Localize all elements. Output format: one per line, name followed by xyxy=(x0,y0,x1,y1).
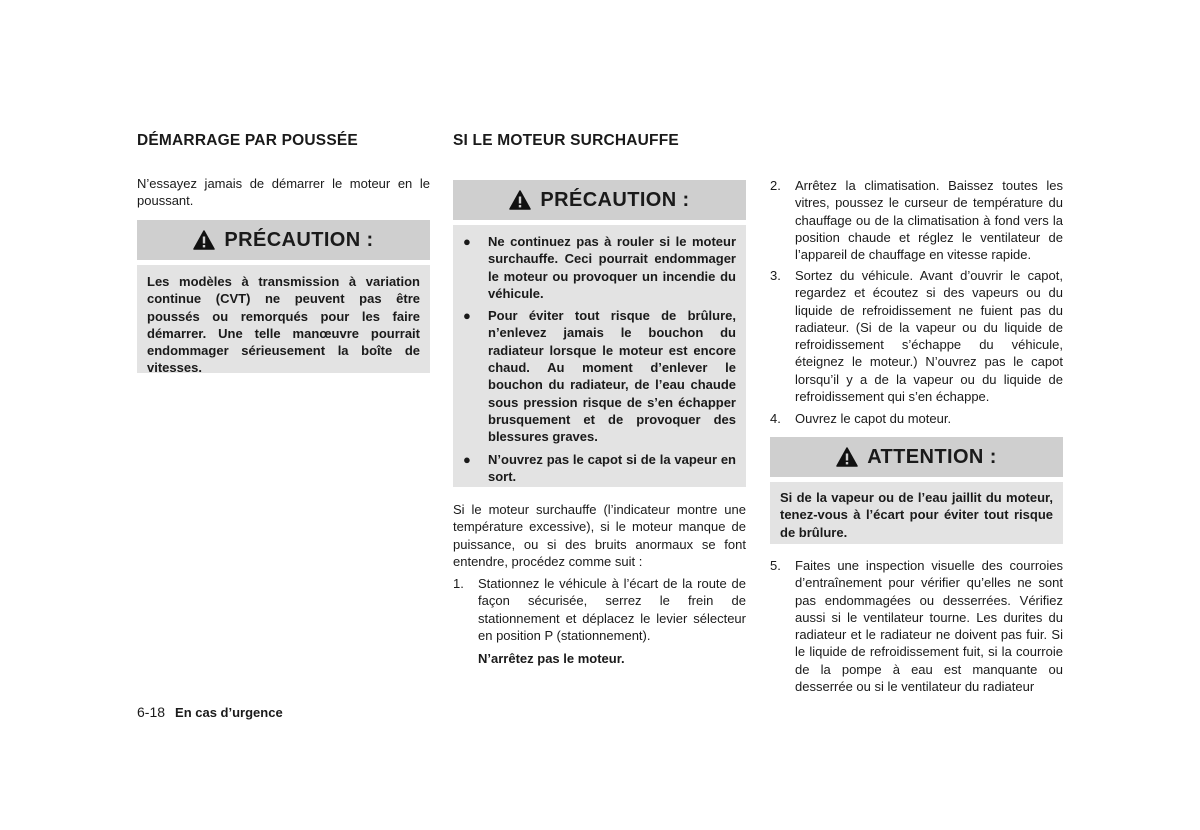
page-number: 6-18 xyxy=(137,704,166,720)
step-number: 4. xyxy=(770,411,781,426)
step-text: Arrêtez la climatisation. Baissez toutes les vitres, poussez le curseur de température du chauffage ou de la climatisation à fond vers la position chaude et réglez le ventilateur de l’appareil de chauffage en vitesse rapide. xyxy=(795,178,1063,263)
step-number: 5. xyxy=(770,558,781,573)
bullet-text: Ne continuez pas à rouler si le moteur surchauffe. Ceci pourrait endommager le moteur ou provoquer un incendie du véhicule. xyxy=(488,234,736,301)
list-item: ● Pour éviter tout risque de brûlure, n’enlevez jamais le bouchon du radiateur lorsque le moteur est encore chaud. Au moment d’enlever le bouchon du radiateur, de l’eau chaude sous pression risque de s’en échapper brusquement et de provoquer des blessures graves. xyxy=(463,308,736,445)
precaution-header xyxy=(453,180,746,220)
precaution-header xyxy=(137,220,430,260)
section-heading-push-start: DÉMARRAGE PAR POUSSÉE xyxy=(137,132,358,149)
push-start-intro: N’essayez jamais de démarrer le moteur en le poussant. xyxy=(137,176,430,209)
step-4 xyxy=(770,410,1063,430)
attention-title: ATTENTION : xyxy=(867,445,997,468)
step-text: Faites une inspection visuelle des courroies d’entraînement pour vérifier qu’elles ne sont pas endommagées ou desserrées. Vérifiez aussi si le ventilateur tourne. Les durites du radiateur et le radiateur ne doivent pas fuir. Si le liquide de refroidissement fuit, si la courroie de la pompe à eau est manquante ou desserrée ou si le ventilateur du radiateur xyxy=(795,558,1063,695)
section-heading-overheat: SI LE MOTEUR SURCHAUFFE xyxy=(453,132,679,149)
step-number: 3. xyxy=(770,268,781,283)
step-1-note: N’arrêtez pas le moteur. xyxy=(478,651,625,666)
page-footer xyxy=(137,704,283,720)
step-number: 1. xyxy=(453,576,464,591)
step-1 xyxy=(453,575,746,650)
precaution-text: Les modèles à transmission à variation continue (CVT) ne peuvent pas être poussés ou remorqués pour les faire démarrer. Une telle manœuvre pourrait endommager sérieusement la boîte de vitesses. xyxy=(137,265,430,373)
warning-triangle-icon xyxy=(193,230,215,250)
warning-triangle-icon xyxy=(836,447,858,467)
section-name: En cas d’urgence xyxy=(175,705,283,720)
attention-text: Si de la vapeur ou de l’eau jaillit du moteur, tenez-vous à l’écart pour éviter tout risque de brûlure. xyxy=(770,482,1063,544)
step-text: Ouvrez le capot du moteur. xyxy=(795,411,952,426)
precaution-title: PRÉCAUTION : xyxy=(224,228,374,251)
attention-box xyxy=(770,437,1063,544)
precaution-box-cvt xyxy=(137,220,430,376)
step-text: Sortez du véhicule. Avant d’ouvrir le capot, regardez et écoutez si des vapeurs ou du liquide de refroidissement ne fuient pas du radiateur. (Si de la vapeur ou du liquide de refroidissement s’échappe du véhicule, éteignez le moteur.) N’ouvrez pas le capot lorsqu’il y a de la vapeur ou du liquide de refroidissement qui s’en échappe. xyxy=(795,268,1063,405)
attention-header xyxy=(770,437,1063,477)
warning-triangle-icon xyxy=(509,190,531,210)
bullet-text: N’ouvrez pas le capot si de la vapeur en sort. xyxy=(488,451,736,484)
step-5 xyxy=(770,557,1063,697)
step-2 xyxy=(770,177,1063,267)
precaution-title: PRÉCAUTION : xyxy=(540,188,690,211)
precaution-box-overheat xyxy=(453,180,746,487)
step-text: Stationnez le véhicule à l’écart de la route de façon sécurisée, serrez le frein de stationnement et déplacez le levier sélecteur en position P (stationnement). xyxy=(478,576,746,643)
step-number: 2. xyxy=(770,178,781,193)
precaution-bullets xyxy=(453,225,746,487)
bullet-text: Pour éviter tout risque de brûlure, n’enlevez jamais le bouchon du radiateur lorsque le moteur est encore chaud. Au moment d’enlever le bouchon du radiateur, de l’eau chaude sous pression risque de s’en échapper brusquement et de provoquer des blessures graves. xyxy=(488,308,736,445)
step-3 xyxy=(770,267,1063,407)
list-item: ● N’ouvrez pas le capot si de la vapeur en sort. xyxy=(463,451,736,484)
list-item: ● Ne continuez pas à rouler si le moteur surchauffe. Ceci pourrait endommager le moteur ou provoquer un incendie du véhicule. xyxy=(463,234,736,301)
overheat-intro: Si le moteur surchauffe (l’indicateur montre une température excessive), si le moteur manque de puissance, ou si des bruits anormaux se font entendre, procédez comme suit : xyxy=(453,502,746,569)
